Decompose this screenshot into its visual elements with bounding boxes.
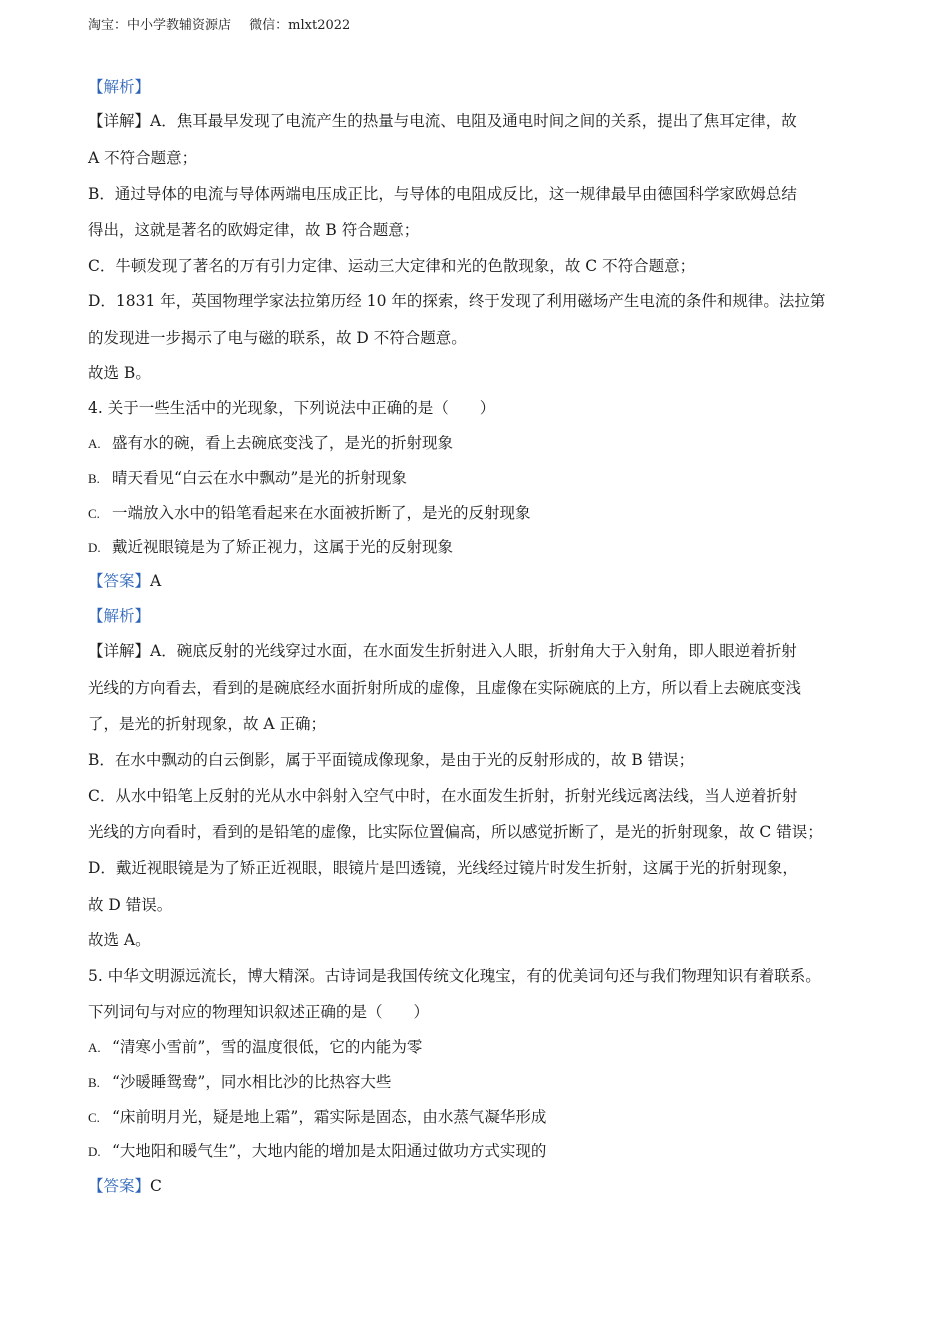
q4-detail-line: 故 D 错误。 (88, 896, 173, 914)
option-letter: A. (88, 436, 101, 451)
q4-detail-line: 了，是光的折射现象，故 A 正确； (88, 715, 327, 733)
q4-option-a (88, 433, 872, 454)
q4-stem: 4. 关于一些生活中的光现象，下列说法中正确的是（ ） (88, 399, 496, 417)
q4-conclusion: 故选 A。 (88, 931, 151, 949)
option-text: “清寒小雪前”，雪的温度很低，它的内能为零 (112, 1038, 423, 1056)
q5-answer (88, 1176, 872, 1196)
q3-analysis-tag: 【解析】 (88, 78, 151, 96)
q3-detail-line: 得出，这就是著名的欧姆定律，故 B 符合题意； (88, 221, 420, 239)
q4-option-b (88, 468, 872, 489)
option-letter: C. (88, 506, 100, 521)
option-letter: B. (88, 1075, 100, 1090)
q4-analysis-tag: 【解析】 (88, 607, 151, 625)
q4-detail-line: 光线的方向看时，看到的是铅笔的虚像，比实际位置偏高，所以感觉折断了，是光的折射现象，故 C 错误； (88, 823, 823, 841)
q5-option-d (88, 1141, 872, 1162)
option-text: 晴天看见“白云在水中飘动”是光的折射现象 (112, 469, 407, 487)
option-text: “沙暖睡鸳鸯”，同水相比沙的比热容大些 (112, 1073, 392, 1091)
q5-option-c (88, 1107, 872, 1128)
q4-answer (88, 571, 872, 591)
q5-stem-line: 下列词句与对应的物理知识叙述正确的是（ ） (88, 1003, 430, 1021)
q5-option-a (88, 1037, 872, 1058)
option-text: “床前明月光，疑是地上霜”，霜实际是固态，由水蒸气凝华形成 (112, 1108, 547, 1126)
wechat-id: 微信：mlxt2022 (249, 18, 351, 33)
q3-conclusion: 故选 B。 (88, 364, 151, 382)
q5-option-b (88, 1072, 872, 1093)
q5-stem-line: 5. 中华文明源远流长，博大精深。古诗词是我国传统文化瑰宝，有的优美词句还与我们物理知识有着联系。 (88, 967, 821, 985)
page-header (88, 14, 350, 33)
q3-detail-line: D．1831 年，英国物理学家法拉第历经 10 年的探索，终于发现了利用磁场产生电流的条件和规律。法拉第 (88, 292, 826, 310)
q3-detail-line: A 不符合题意； (88, 149, 198, 167)
q4-detail-line: 光线的方向看去，看到的是碗底经水面折射所成的虚像，且虚像在实际碗底的上方，所以看上去碗底变浅 (88, 679, 802, 697)
option-text: 戴近视眼镜是为了矫正视力，这属于光的反射现象 (112, 538, 454, 556)
q4-option-d (88, 537, 872, 558)
q4-detail-line: C．从水中铅笔上反射的光从水中斜射入空气中时，在水面发生折射，折射光线远离法线，当人逆着折射 (88, 787, 798, 805)
option-letter: C. (88, 1110, 100, 1125)
option-letter: B. (88, 471, 100, 486)
option-letter: A. (88, 1040, 101, 1055)
q4-detail-line: B．在水中飘动的白云倒影，属于平面镜成像现象，是由于光的反射形成的，故 B 错误； (88, 751, 695, 769)
option-text: 一端放入水中的铅笔看起来在水面被折断了，是光的反射现象 (112, 504, 531, 522)
shop-name: 淘宝：中小学教辅资源店 (88, 18, 232, 33)
option-letter: D. (88, 1144, 101, 1159)
q4-detail-line: D．戴近视眼镜是为了矫正近视眼，眼镜片是凹透镜，光线经过镜片时发生折射，这属于光的折射现象， (88, 859, 798, 877)
answer-tag: 【答案】 (88, 572, 151, 590)
q3-detail-line: C．牛顿发现了著名的万有引力定律、运动三大定律和光的色散现象，故 C 不符合题意； (88, 257, 696, 275)
option-letter: D. (88, 540, 101, 555)
option-text: “大地阳和暖气生”，大地内能的增加是太阳通过做功方式实现的 (112, 1142, 547, 1160)
answer-tag: 【答案】 (88, 1177, 151, 1195)
option-text: 盛有水的碗，看上去碗底变浅了，是光的折射现象 (112, 434, 454, 452)
answer-value: C (150, 1177, 162, 1195)
q3-detail-line: 【详解】A．焦耳最早发现了电流产生的热量与电流、电阻及通电时间之间的关系，提出了焦耳定律，故 (88, 112, 797, 130)
answer-value: A (150, 572, 162, 590)
q4-option-c (88, 503, 872, 524)
q3-detail-line: 的发现进一步揭示了电与磁的联系，故 D 不符合题意。 (88, 329, 467, 347)
q3-detail-line: B．通过导体的电流与导体两端电压成正比，与导体的电阻成反比，这一规律最早由德国科学家欧姆总结 (88, 185, 797, 203)
q4-detail-line: 【详解】A．碗底反射的光线穿过水面，在水面发生折射进入人眼，折射角大于入射角，即人眼逆着折射 (88, 642, 797, 660)
